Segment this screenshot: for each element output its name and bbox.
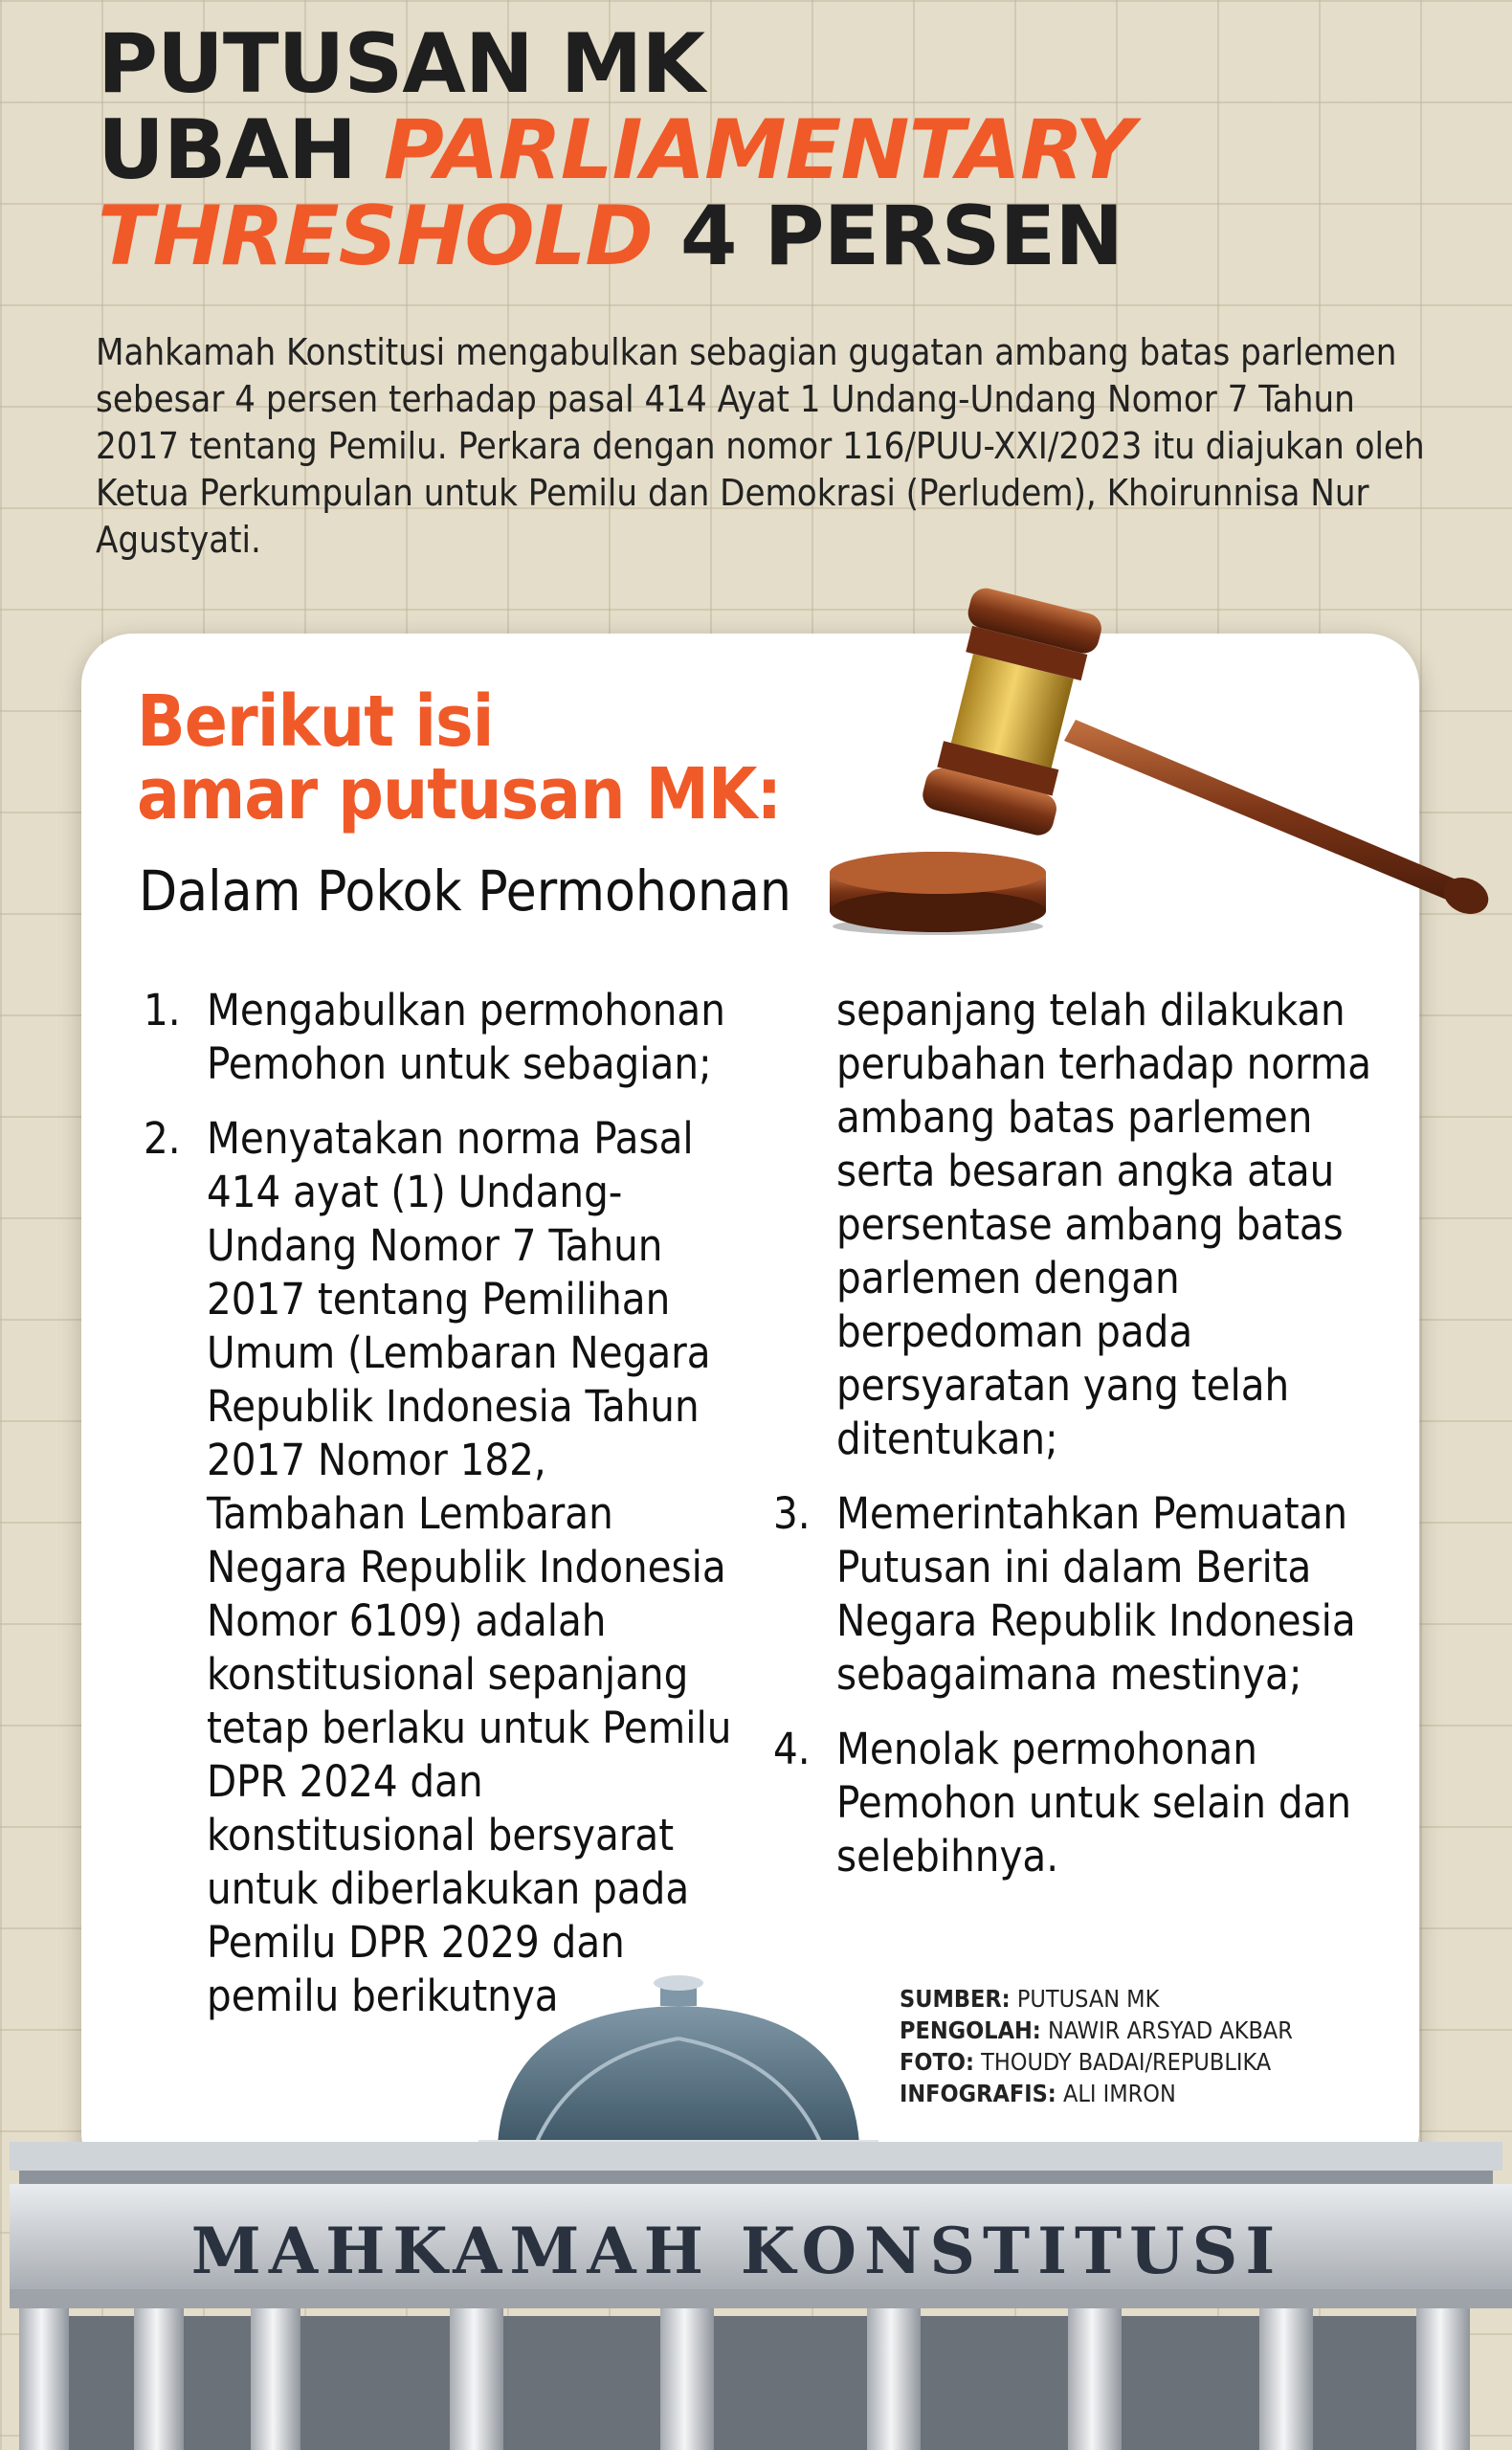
intro-paragraph: Mahkamah Konstitusi mengabulkan sebagian gugatan ambang batas parlemen sebesar 4 persen terhadap pasal 414 Ayat 1 Undang-Undang Nomor 7 Tahun 2017 tentang Pemilu. Perkara dengan nomor 116/PUU-XXI/2023 itu diajukan oleh Ketua Perkumpulan untuk Pemilu dan Demokrasi (Perludem), Khoirunnisa Nur Agustyati. xyxy=(96,331,1425,561)
headline-prefix: UBAH xyxy=(98,102,356,198)
card-title xyxy=(137,680,782,835)
list-item-4 xyxy=(773,1723,1386,1883)
list-item-3 xyxy=(773,1487,1386,1702)
credit-infographic: INFOGRAFIS: ALI IMRON xyxy=(900,2080,1176,2107)
list-item-number: 1. xyxy=(144,985,181,1036)
list-item-2-continuation: sepanjang telah dilakukan perubahan terhadap norma ambang batas parlemen serta besaran angka atau persentase ambang batas parlemen dengan berpedoman pada persyaratan yang telah ditentukan; xyxy=(836,985,1372,1464)
list-item-text: Mengabulkan permohonan Pemohon untuk sebagian; xyxy=(207,985,725,1089)
credit-source: SUMBER: PUTUSAN MK xyxy=(900,1985,1160,2013)
list-item-text: Memerintahkan Pemuatan Putusan ini dalam Berita Negara Republik Indonesia sebagaimana mestinya; xyxy=(836,1488,1356,1700)
list-item-1 xyxy=(144,984,737,1091)
credit-processor: PENGOLAH: NAWIR ARSYAD AKBAR xyxy=(900,2016,1293,2044)
list-item-number: 3. xyxy=(773,1488,811,1539)
card-title-line-2: amar putusan MK: xyxy=(137,753,782,835)
headline-line-1: PUTUSAN MK xyxy=(98,16,704,112)
headline-line-3 xyxy=(98,189,1134,284)
list-item-number: 4. xyxy=(773,1724,811,1774)
list-item-text: Menyatakan norma Pasal 414 ayat (1) Undang-Undang Nomor 7 Tahun 2017 tentang Pemilihan Umum (Lembaran Negara Republik Indonesia Tahun 2017 Nomor 182, Tambahan Lembaran Negara Republik Indonesia Nomor 6109) adalah konstitusional sepanjang tetap berlaku untuk Pemilu DPR 2024 dan konstitusional bersyarat untuk diberlakukan pada Pemilu DPR 2029 dan pemilu berikutnya xyxy=(207,1113,732,2021)
headline-line-2 xyxy=(98,102,1134,198)
credits xyxy=(900,1983,1293,2109)
headline xyxy=(98,16,1134,284)
building-sign: MAHKAMAH KONSTITUSI xyxy=(190,2214,1283,2288)
card-title-line-1: Berikut isi xyxy=(137,680,494,763)
headline-accent-1: PARLIAMENTARY xyxy=(383,102,1134,198)
list-column-left xyxy=(144,984,737,2044)
headline-suffix: 4 PERSEN xyxy=(679,189,1123,284)
card-subtitle: Dalam Pokok Permohonan xyxy=(139,858,792,924)
list-item-text: Menolak permohonan Pemohon untuk selain dan selebihnya. xyxy=(836,1724,1352,1882)
credit-photo: FOTO: THOUDY BADAI/REPUBLIKA xyxy=(900,2048,1272,2076)
list-column-right xyxy=(773,984,1386,1904)
list-item-number: 2. xyxy=(144,1113,181,1164)
headline-accent-2: THRESHOLD xyxy=(98,189,653,284)
gavel-icon xyxy=(825,570,1495,936)
list-item-2 xyxy=(144,1112,737,2023)
